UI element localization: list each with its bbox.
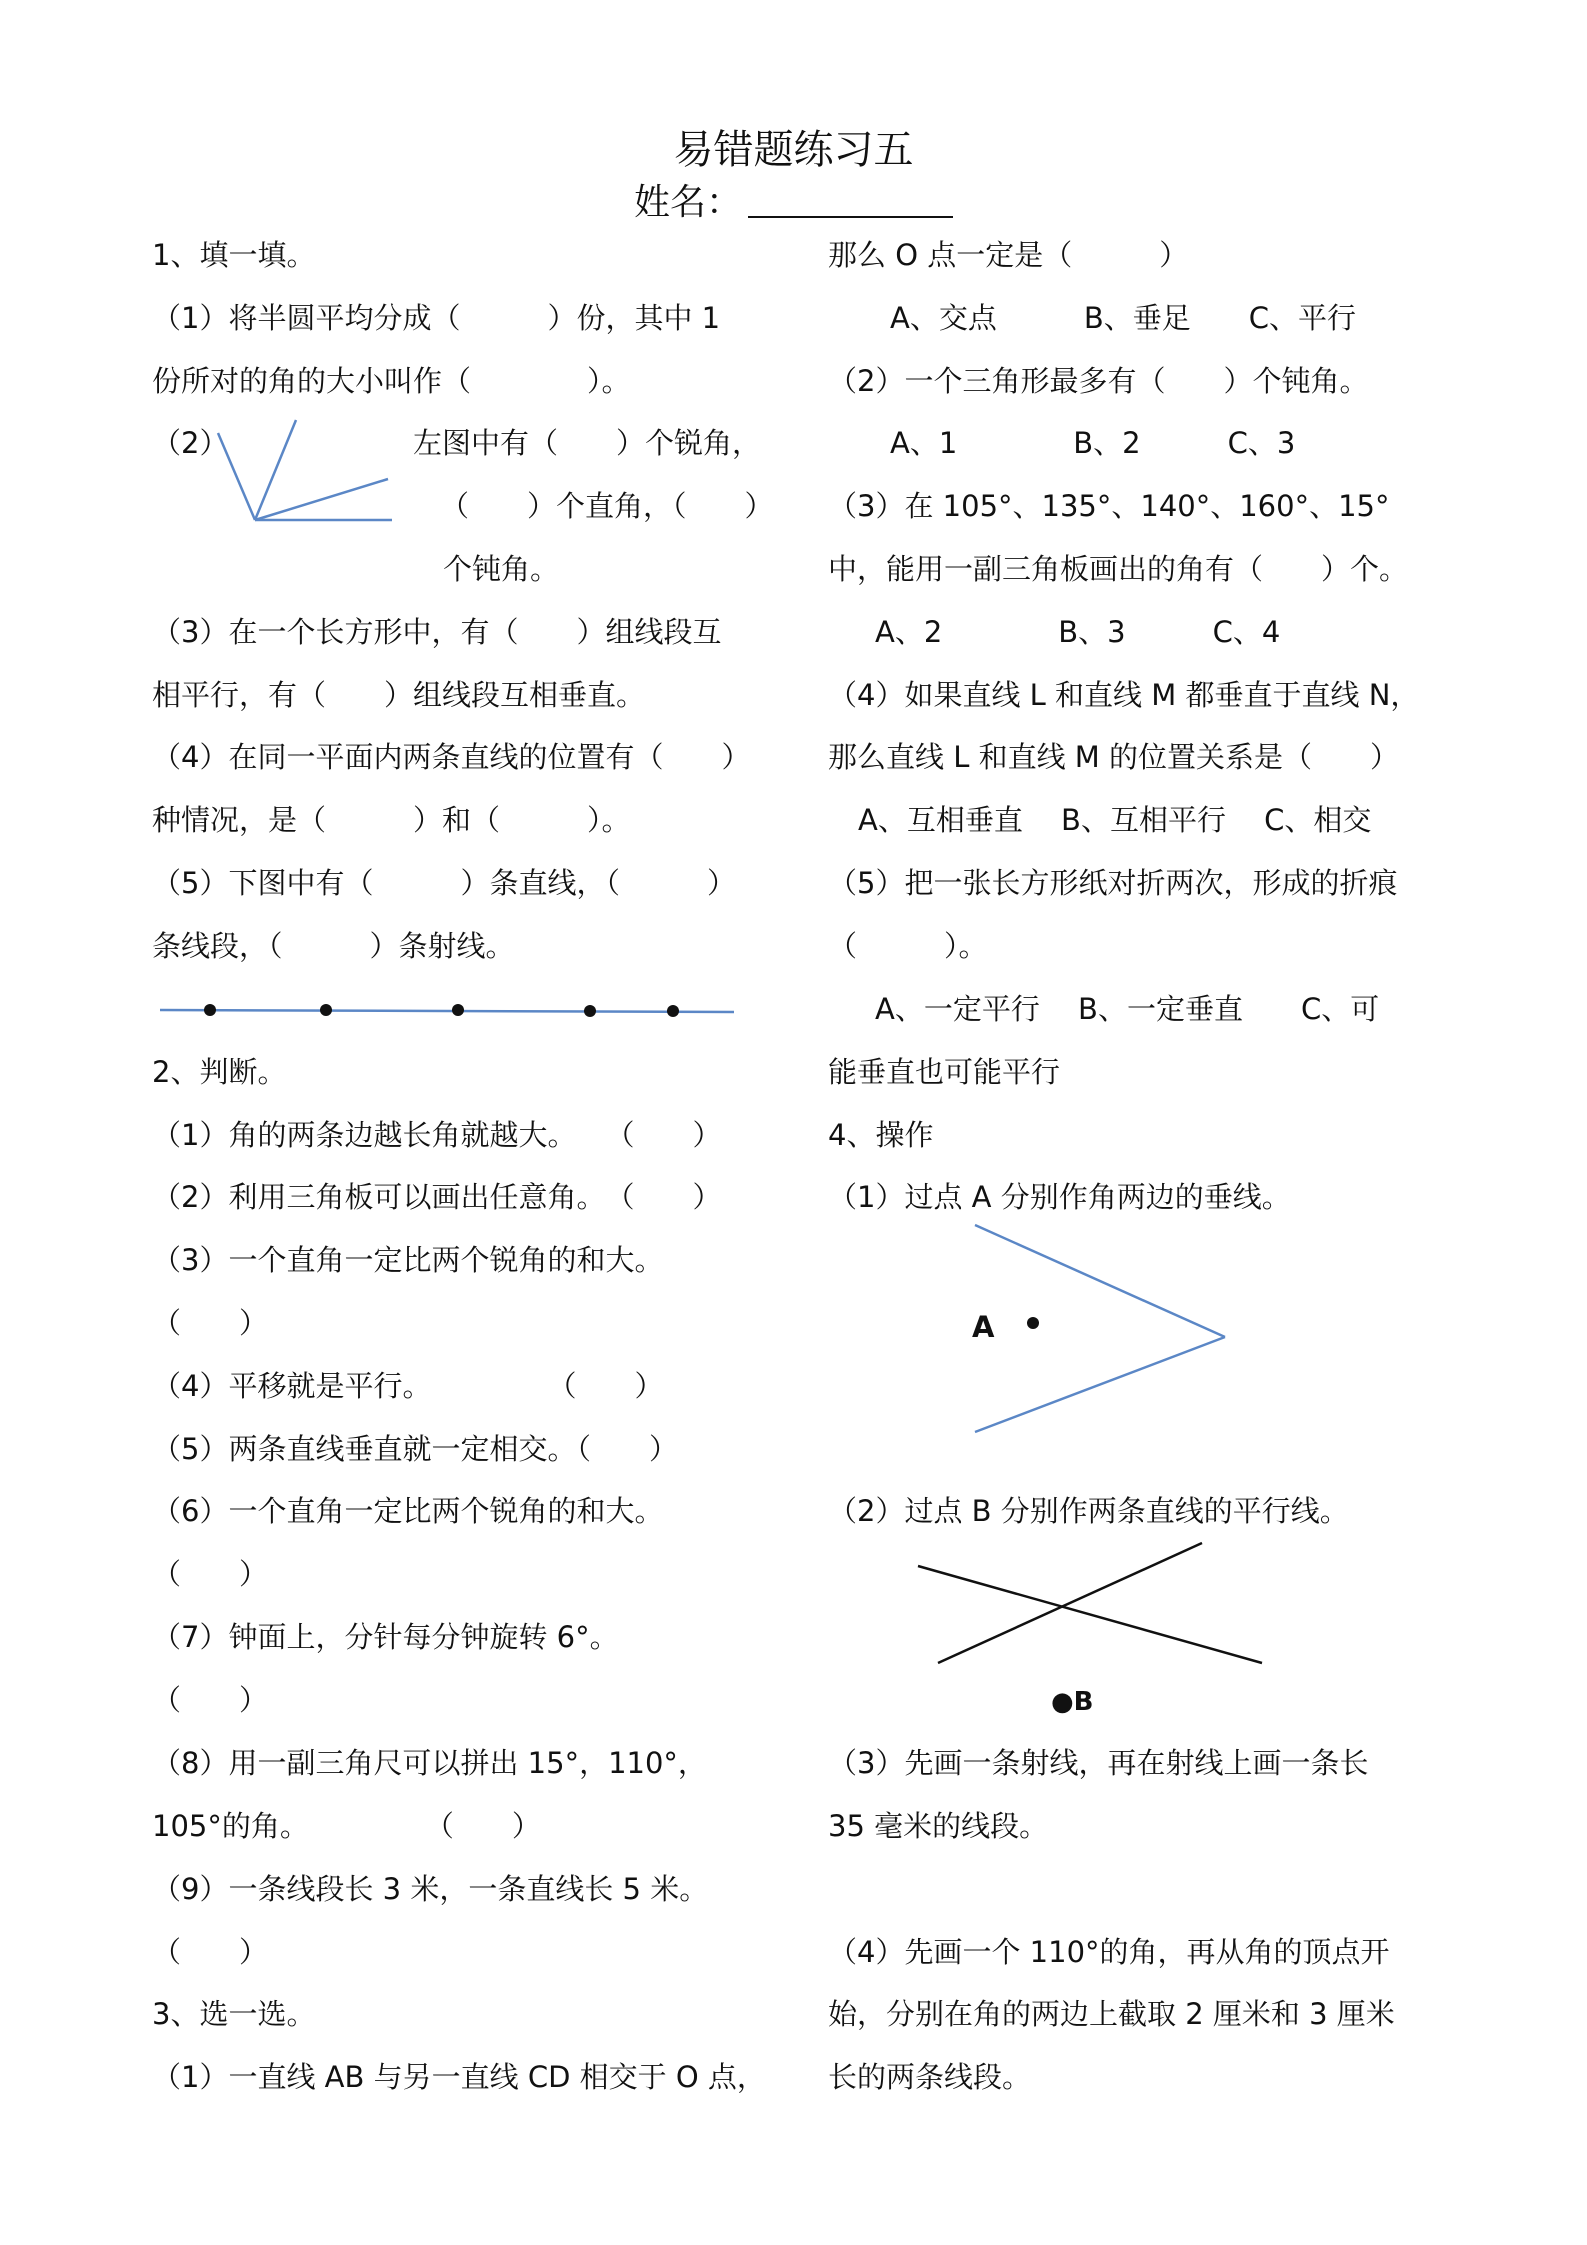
q2-3-line2: （ ） [152,1306,269,1340]
q2-6-line1: （6）一个直角一定比两个锐角的和大。 [152,1494,664,1528]
q3-3-line2: 中，能用一副三角板画出的角有（ ）个。 [828,552,1409,586]
point-a-dot [1027,1317,1039,1329]
q2-9-line1: （9）一条线段长 3 米，一条直线长 5 米。 [152,1872,709,1906]
q2-1: （1）角的两条边越长角就越大。 （ ） [152,1118,722,1152]
cross-line-2 [938,1543,1202,1663]
q2-9-line2: （ ） [152,1935,269,1969]
name-label: 姓名： [633,182,742,223]
q3-2-options: A、1 B、2 C、3 [890,426,1296,460]
q1-2-line1: 左图中有（ ）个锐角， [413,426,762,460]
q2-6-line2: （ ） [152,1557,269,1591]
q3-5-options-cont: 能垂直也可能平行 [828,1055,1061,1089]
q3-4-options: A、互相垂直 B、互相平行 C、相交 [858,803,1372,837]
point-b-label: ●B [1051,1687,1094,1717]
q3-3-line1: （3）在 105°、135°、140°、160°、15° [828,489,1390,523]
q3-2: （2）一个三角形最多有（ ）个钝角。 [828,364,1369,398]
q4-2: （2）过点 B 分别作两条直线的平行线。 [828,1494,1349,1528]
q4-3-line2: 35 毫米的线段。 [828,1809,1049,1843]
angle-ray-low [255,479,388,520]
q3-4-line1: （4）如果直线 L 和直线 M 都垂直于直线 N， [828,678,1420,712]
q1-4-line2: 种情况，是（ ）和（ ）。 [152,803,631,837]
section-1-heading: 1、填一填。 [152,238,316,272]
q4-1: （1）过点 A 分别作角两边的垂线。 [828,1180,1291,1214]
q1-5-line2: 条线段，（ ）条射线。 [152,929,515,963]
q1-4-line1: （4）在同一平面内两条直线的位置有（ ） [152,740,751,774]
q3-5-options: A、一定平行 B、一定垂直 C、可 [875,992,1380,1026]
q2-2: （2）利用三角板可以画出任意角。 （ ） [152,1180,722,1214]
section-3-heading: 3、选一选。 [152,1997,316,2031]
q4-4-line2: 始，分别在角的两边上截取 2 厘米和 3 厘米 [828,1997,1395,2031]
q2-7-line2: （ ） [152,1683,269,1717]
line-point-5 [667,1005,679,1017]
page-title: 易错题练习五 [673,127,914,173]
angle-a-lower-side [975,1337,1225,1432]
q1-1-line2: 份所对的角的大小叫作（ ）。 [152,364,631,398]
q1-2-label: （2） [152,426,229,460]
q3-1-line2: 那么 O 点一定是（ ） [828,238,1189,272]
q4-4-line1: （4）先画一个 110°的角，再从角的顶点开 [828,1935,1390,1969]
line-point-2 [320,1004,332,1016]
q4-4-line3: 长的两条线段。 [828,2060,1032,2094]
line-point-4 [584,1005,596,1017]
q3-1-line1: （1）一直线 AB 与另一直线 CD 相交于 O 点， [152,2060,766,2094]
line-point-3 [452,1004,464,1016]
q4-3-line1: （3）先画一条射线，再在射线上画一条长 [828,1746,1369,1780]
line-with-points [160,1010,734,1012]
q1-3-line2: 相平行，有（ ）组线段互相垂直。 [152,678,646,712]
q1-2-line2: （ ）个直角，（ ） [440,489,774,523]
angle-ray-steep [255,420,296,520]
q2-3-line1: （3）一个直角一定比两个锐角的和大。 [152,1243,664,1277]
q3-5-line2: （ ）。 [828,929,988,963]
q1-1-line1: （1）将半圆平均分成（ ）份，其中 1 [152,301,721,335]
line-point-1 [204,1004,216,1016]
q2-8-line1: （8）用一副三角尺可以拼出 15°，110°， [152,1746,707,1780]
q3-5-line1: （5）把一张长方形纸对折两次，形成的折痕 [828,866,1398,900]
section-2-heading: 2、判断。 [152,1055,287,1089]
q1-3-line1: （3）在一个长方形中，有（ ）组线段互 [152,615,722,649]
q2-4: （4）平移就是平行。 （ ） [152,1369,664,1403]
point-a-label: A [972,1310,995,1344]
q2-5: （5）两条直线垂直就一定相交。（ ） [152,1432,678,1466]
q3-1-options: A、交点 B、垂足 C、平行 [890,301,1356,335]
q3-3-options: A、2 B、3 C、4 [875,615,1281,649]
q2-7-line1: （7）钟面上，分针每分钟旋转 6°。 [152,1620,619,1654]
q1-5-line1: （5）下图中有（ ）条直线，（ ） [152,866,736,900]
angle-a-upper-side [975,1225,1225,1337]
angle-ray-left [218,433,255,520]
q2-8-line2: 105°的角。 （ ） [152,1809,541,1843]
section-4-heading: 4、操作 [828,1118,934,1152]
q1-2-line3: 个钝角。 [443,552,560,586]
q3-4-line2: 那么直线 L 和直线 M 的位置关系是（ ） [828,740,1400,774]
